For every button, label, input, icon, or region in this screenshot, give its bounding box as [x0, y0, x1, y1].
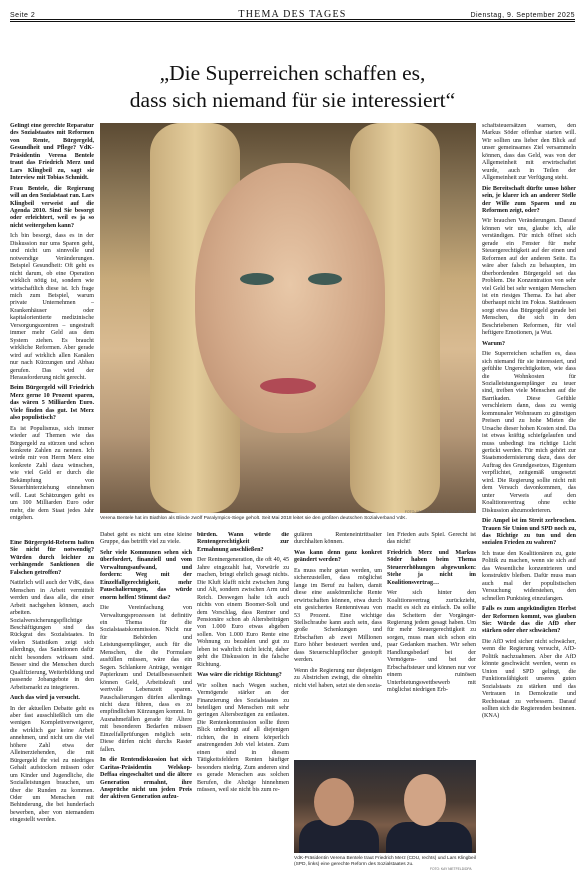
question: Sehr viele Kommunen sehen sich überfordert, finanziell und vom Verwaltungsaufwand, und fordern: Weg mit der Einzelfallgerechtigkeit, mehr Pauschalierungen, das würde enorm helfen! Stimmt das? — [100, 549, 192, 601]
answer: Die Vereinfachung von Verwaltungsprozessen ist definitiv ein Thema für die Sozialstaatskommission. Nicht nur für Behörden und Leistungsempfänger, auch für die Menschen, die die Formulare ausfüllen müssen, wäre das ein Segen. Schlankere Anträge, weniger Papierkram und Detailbesessenheit können Geld, Arbeitskraft und wertvolle Lebenszeit sparen. Pauschalierungen dürfen allerdings nicht dazu führen, dass es zu empfindlichen Kürzungen kommt. In Ausnahmefällen gerade für Ältere mit besonderen Bedarfen müssen Einzelfallprüfungen möglich sein. Diese dürfen nicht durchs Raster fallen. — [100, 605, 192, 753]
answer: Ich bin besorgt, dass es in der Diskussion nur ums Sparen geht, und nicht um sinnvolle und notwendige Veränderungen. Beispiel Gesundheit: Oft geht es nicht darum, ob eine Operation wirklich nötig ist, sondern wie wirtschaftlich diese ist. Ich frage mich zum Beispiel, warum private Unternehmen – Krankenhäuser oder kapitalorientierte medizinische Versorgungszentren – ungestraft immer mehr Geld aus dem System ziehen. Es braucht wirkliche Reformen. Aber gerade wird auf wirklich allen Kanälen nur nach Kürzungen und Abbau gerufen. Das wird der Herausforderung nicht gerecht. — [10, 233, 94, 381]
photo-merz-klingbeil — [294, 760, 476, 853]
answer: schaftsteuersätzen warnen, den Markus Söder offenbar starten will. Wir sollten uns lieber den Blick auf unser gemeinsames Ziel versammeln können, dass das Geld, was von der Allgemeinheit mit erwirtschaftet wurde, auch in Teilen der Allgemeinheit zur Verfügung steht. — [482, 123, 576, 182]
question: Eine Bürgergeld-Reform halten Sie nicht für notwendig? Würden durch leichter zu verhängende Sanktionen die Falschen getroffen? — [10, 540, 94, 576]
question: Die Bereitschaft dürfte umso höher sein, je klarer ich an anderer Stelle der Wille zum Sparen und zu Reformen zeigt, oder? — [482, 185, 576, 214]
photo-credit: FOTO: IMAGO/STEFAN ZEITZ/FUNKEPOTO — [404, 510, 476, 514]
article-column-1-bottom — [10, 540, 94, 868]
answer: Wir sollten nach Wegen suchen, Vermögende stärker an der Finanzierung des Sozialstaates zu beteiligen und Menschen mit sehr geringen Altersbezügen zu entlasten. Die Rentenkommission sollte ihren Blick unbedingt auf all diejenigen richten, die in einem körperlich anstrengenden Job viel leisten. Zum einen sind in diesem Tätigkeitsfeldern Renten häufiger besonders niedrig. Zum anderen sind es gerade Menschen aus solchen Berufen, die Abzüge hinnehmen müssen, weil sie nicht bis zum re- — [197, 682, 289, 793]
photo-2-caption: VdK-Präsidentin Verena Bentele traut Friedrich Merz (CDU, rechts) und Lars Klingbeil (SPD, links) eine gerechte Reform des Sozialstaates zu. — [294, 856, 476, 867]
photo-eye-left — [240, 273, 274, 285]
lead-paragraph: Gelingt eine gerechte Reparatur des Sozialstaates mit Reformen von Rente, Bürgergeld, Gesundheit und Pflege? VdK-Präsidentin Verena Bentele traut das Friedrich Merz und Lars Klingbeil zu, sagt sie Interview mit Tobias Schmidt. — [10, 123, 94, 182]
question: bürden. Wann würde die Rentengerechtigkeit zur Ermahnung anschließen? — [197, 532, 289, 553]
question: Warum? — [482, 340, 506, 347]
answer: Die Superreichen schaffen es, dass sich niemand für sie interessiert, und gefühlte Ungerechtigkeiten, wie dass die Wohnkosten für Sozialleistungsempfänger zu teuer sind, treiben viele Menschen auf die Barrikaden. Diese Gefühle verschleiern dann, dass zu wenig kommunaler Wohnraum zu günstigen Preisen und zu hohe Mieten die Ursache dieser hohen Kosten sind. Da ist etwas kräftig schiefgelaufen und muss unbedingt ins richtige Licht gerückt werden. Für mich gehört zur Staatsmodernisierung dazu, dass der Auftrag des Grundgesetzes, Eigentum verpflichtet, zeitgemäß umgesetzt wird. Die Regierung sollte nicht mit dem Versuch davonkommen, das unter Verweis auf den Koalitionsvertrag ohne echte Diskussion abzumoderieren. — [482, 351, 576, 514]
headline-line-1: „Die Superreichen schaffen es, — [159, 61, 426, 85]
question: Beim Bürgergeld will Friedrich Merz gerne 10 Prozent sparen, das wären 5 Milliarden Euro. Viele finden das gut. Ist Merz also populistisch? — [10, 385, 94, 422]
answer: Der Rentnergeneration, die oft 40, 45 Jahre eingezahlt hat, Vorwürfe zu machen, bringt ehrlich gesagt nichts. Die Kluft klafft nicht zwischen Jung und Alt, sondern zwischen Arm und Reich. Deswegen halte ich auch nichts von einem Boomer-Soli und dem Vorschlag, dass Rentner und Pensionäre schon ab Altersbeiträgen von 1.000 Euro etwas abgeben sollen. Von 1.000 Euro Rente eine Wohnung zu bezahlen und gut zu leben ist wahrlich nicht leicht, daher geht die Diskussion in die falsche Richtung. — [197, 557, 289, 668]
photo-2-credit: FOTO: KAY NIETFELD/DPA — [430, 867, 472, 871]
issue-date: Dienstag, 9. September 2025 — [470, 12, 575, 19]
photo-eye-right — [308, 273, 342, 285]
question: In die Rentendiskussion hat sich Caritas-Präsidentin Welskop-Deffaa eingeschaltet und die ältere Generation ermahnt, ihre Ansprüche nicht um jeden Preis der aktiven Generation aufzu- — [100, 757, 192, 801]
answer: Wenn die Regierung nur diejenigen zu Abstrichen zwingt, die ohnehin nicht viel haben, setzt sie den sozia- — [294, 667, 382, 689]
article-column-3 — [197, 532, 289, 868]
portrait-photo-bentele — [100, 123, 476, 513]
article-column-4 — [294, 532, 382, 754]
answer: Es muss mehr getan werden, um sicherzustellen, dass möglichst lange im Beruf zu halten, damit diese eine auskömmliche Rente erwirtschaften können, etwa durch ein gesichertes Rentenniveau von 53 Prozent. Eine wichtige Stellschraube kann auch sein, dass große Schenkungen und Erbschaften ab zwei Millionen Euro höher besteuert werden und, dass Steuerschlupflöcher gestopft werden. — [294, 567, 382, 664]
answer: In der aktuellen Debatte geht es aber fast ausschließlich um die wenigen Komplettverweigerer, die wirklich gar keine Arbeit annehmen, und nicht um die viel höhere Zahl etwa der Alleinerziehenden, die mit Bürgergeld ihr viel zu niedriges Gehalt aufstocken müssen oder um Kinder und Jugendliche, die Sozialleistungen brauchen, um über die Runden zu kommen. Oder um Menschen mit Behinderung, die bei hunderfach bewerben, aber von niemandem eingestellt werden. — [10, 705, 94, 824]
photo-head-right — [404, 774, 446, 826]
question: Friedrich Merz und Markus Söder haben beim Thema Steuererhöhungen abgewunken: Stehe ja nicht im Koalitionsvertrag… — [387, 549, 476, 586]
photo-caption: Verena Bentele hat im Biathlon als Blinde zwölf Paralympics-Siege geholt. Seit Mai 2018 leitet sie den größten deutschen Sozialverband VdK. — [100, 516, 407, 521]
article-column-1-top — [10, 123, 94, 533]
answer: Wir brauchen Veränderungen. Darauf können wir uns, glaube ich, alle verständigen. Für mich öffnet sich gerade ein Fenster für mehr Steuergerechtigkeit auf der einen und Reformen auf der anderen Seite. Es wäre aber falsch zu behaupten, im überbordenden Bürgergeld sei das Problem. Die Konzentration von sehr viel Geld bei sehr wenigen Menschen ist ein riesiges Thema. Es hat aber überhaupt nicht im Fokus. Stattdessen sorgt etwa das Bürgergeld gerade bei Menschen, die sich in den Beschriebenen Reformen, für viel heftigere Emotionen, ja Wut. — [482, 218, 576, 337]
photo-suit-right — [386, 822, 472, 853]
headline — [20, 60, 565, 114]
header-rule — [10, 19, 575, 20]
question: Falls es zum angekündigten Herbst der Reformen kommt, was glauben Sie: Würde das die AfD eher stärken oder eher schwächen? — [482, 606, 576, 635]
article-column-6 — [482, 123, 576, 868]
question: Was kann denn ganz konkret geändert werden? — [294, 549, 382, 564]
question: Die Ampel ist im Streit zerbrochen. Trauen Sie Union und SPD noch zu, das Richtige zu tun und den sozialen Frieden zu wahren? — [482, 518, 576, 547]
question: Was wäre die richtige Richtung? — [197, 672, 282, 679]
article-column-5 — [387, 532, 476, 754]
article-column-2 — [100, 532, 192, 868]
section-title: THEMA DES TAGES — [238, 9, 347, 20]
headline-line-2: dass sich niemand für sie interessiert“ — [129, 88, 456, 112]
question: Auch das wird ja versucht. — [10, 695, 80, 702]
answer: Es ist Populismus, sich immer wieder auf Themen wie das Bürgergeld zu stürzen und schon konkrete Zahlen zu nennen. Ich würde mir von Herrn Merz eine konkrete Zahl dazu wünschen, wie viel Geld er durch die Bekämpfung von Steuerhinterziehung einnehmen will. Laut Schätzungen geht es um 100 Milliarden Euro oder mehr, die dem Staat jedes Jahr entgehen. — [10, 425, 94, 522]
answer: Ich traue den Koalitionären zu, gute Politik zu machen, wenn sie sich auf das Wesentliche konzentrieren und konstruktiv bleiben. Dafür muss man auch mal der populistischen Versuchung widerstehen, den schnellen Punktsieg einzufangen. — [482, 550, 576, 602]
question: Frau Bentele, die Regierung will an den Sozialstaat ran. Lars Klingbeil verweist auf die Agenda 2010. Sind Sie besorgt oder erleichtert, weil es ja so nicht weitergehen kann? — [10, 185, 94, 229]
answer: len Frieden aufs Spiel. Gerecht ist das nicht! — [387, 532, 476, 546]
page-number: Seite 2 — [10, 12, 36, 19]
photo-head-left — [314, 778, 354, 826]
answer: Wer sich hinter den Koalitionsvertrag zurückzieht, macht es sich zu einfach. Da sollte das Scheitern der Vorgänger-Regierung jedem gesagt haben. Um für mehr Steuergerechtigkeit zu sorgen, muss man sich schon ein paar Gedanken machen. Wir sehen Handlungsbedarf bei der Vermögens- und bei der Erbschaftsteuer und können nur vor einem ruinösen Unterbietungswettbewerb mit möglichst niedrigen Erb- — [387, 590, 476, 694]
header-rule-thin — [10, 21, 575, 22]
answer: Die AfD wird sicher nicht schwächer, wenn die Regierung versucht, AfD-Politik nachzuahmen. Aber die AfD könnte geschwächt werden, wenn es Union und SPD gelingt, die Funktionsfähigkeit unseres guten Sozialstaats zu stärken und das Vertrauen in Demokratie und Rechtsstaat zu verbessern. Darauf sollten sich die Regierenden besinnen. (KNA) — [482, 638, 576, 720]
answer: Natürlich will auch der VdK, dass Menschen in Arbeit vermittelt werden und dass alle, die einer Arbeit nachgehen können, auch arbeiten. Sozialversicherungspflichtige Beschäftigungen sind das Rückgrat des Sozialstaates. In vielen Statistiken zeigt sich allerdings, das Sanktionen dafür nicht besonders wirksam sind. Besser sind die Menschen durch Qualifizierung, Weiterbildung und passende Jobangebote in den Arbeitsmarkt zu integrieren. — [10, 580, 94, 691]
answer: gulären Renteneintrittsalter durchhalten können. — [294, 532, 382, 546]
answer: Dabei geht es nicht um eine kleine Gruppe, das betrifft viel zu viele. — [100, 532, 192, 546]
photo-lips — [260, 378, 316, 394]
